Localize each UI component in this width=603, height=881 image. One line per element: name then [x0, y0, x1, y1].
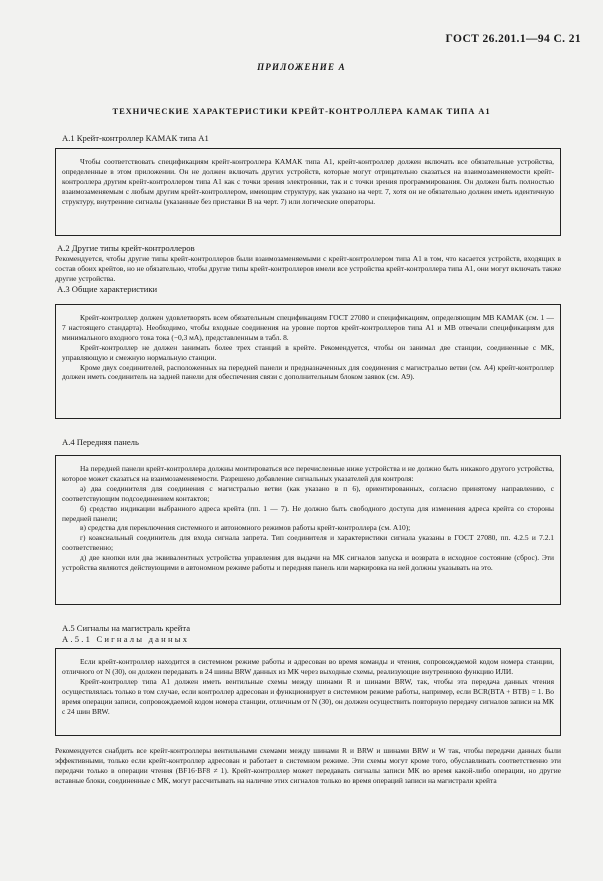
section-a1-box [55, 148, 561, 236]
section-a4-heading: А.4 Передняя панель [62, 437, 139, 447]
section-a5-heading: А.5 Сигналы на магистраль крейта [62, 623, 191, 633]
section-a4-intro: На передней панели крейт-контроллера должны монтироваться все перечисленные ниже устройства и не должно быть никакого другого устройства, которое может сказаться на взаимозаменяемости. Разрешено добавление сигнальных указателей для контроля: [62, 464, 554, 483]
appendix-title: ПРИЛОЖЕНИЕ А [257, 62, 346, 72]
main-title: ТЕХНИЧЕСКИЕ ХАРАКТЕРИСТИКИ КРЕЙТ-КОНТРОЛЛЕРА КАМАК ТИПА А1 [112, 106, 491, 116]
section-a3-paragraph-1: Крейт-контроллер должен удовлетворять всем обязательным спецификациям ГОСТ 27080 и спецификациям, определяющим МВ КАМАК (см. 1 — 7 настоящего стандарта). Необходимо, чтобы входные соединения на уровне портов крейт-контроллеров типа А1 и МВ отвечали спецификациям для минимального входного тока тока (−0,3 мА), представленным в табл. 8. [62, 313, 554, 342]
section-a2-heading: А.2 Другие типы крейт-контроллеров [57, 243, 195, 253]
section-a4-item-v: в) средства для переключения системного и автономного режимов работы крейт-контроллера (см. А10); [80, 523, 411, 533]
section-a5-paragraph-2: Крейт-контроллер типа А1 должен иметь вентильные схемы между шинами R и шинами BRW, так, чтобы эта передача данных чтения осуществлялась только в том случае, если контроллер адресован и функционирует в системном режиме работы, например, если BCR(BTA + BTB) = 1. Во время операции записи, сопровождаемой кодом номера станции, отличным от N (30), он должен осуществить повторную передачу сигналов записи на МК с 24 шин BRW. [62, 676, 555, 716]
section-a1-paragraph: Чтобы соответствовать спецификациям крейт-контроллера КАМАК типа А1, крейт-контроллер должен включать все обязательные устройства, определенные в этом приложении. Он не должен включать других устройств, которые могут отрицательно сказаться на взаимозаменяемости крейт-контроллера другим крейт-контроллером типа А1 как с точки зрения электроники, так и с точки зрения программирования. Он должен быть полностью взаимозаменяемым с любым другим крейт-контроллером, имеющим структуру, как указано на черт. 7, хотя он не обязательно должен иметь идентичную структуру, внутренние сигналы (указанные без приставки В на черт. 7) или логические операторы. [62, 157, 554, 206]
section-a4-item-d: д) две кнопки или два эквивалентных устройства управления для выдачи на МК сигналов запуска и возврата в исходное состояние (сброс). Эти устройства являются действующими в автономном режиме работы и передняя панель или маркировка на ней должны указывать на это. [62, 553, 554, 573]
section-a5-box [55, 648, 561, 736]
section-a3-box [55, 304, 561, 419]
section-a5-paragraph-1: Если крейт-контроллер находится в системном режиме работы и адресован во время команды и чтения, сопровождаемой кодом номера станции, отличного от N (30), он должен передавать в 24 шины BRW данных из МК через выходные схемы, реализующие внутреннюю функцию ИЛИ. [62, 657, 554, 676]
section-a3-paragraph-2: Крейт-контроллер не должен занимать более трех станций в крейте. Рекомендуется, чтобы он занимал две станции, соединенные с МК, управляющую и смежную нормальную станции. [62, 342, 554, 362]
section-a4-box [55, 455, 561, 605]
section-a4-item-b: б) средство индикации выбранного адреса крейта (пп. 1 — 7). Не должно быть свободного доступа для изменения адреса крейта со стороны передней панели; [62, 503, 554, 523]
section-a3-heading: А.3 Общие характеристики [57, 284, 158, 294]
section-a5-1-heading: А.5.1 Сигналы данных [62, 634, 190, 644]
section-a4-item-g: г) коаксиальный соединитель для входа сигнала запрета. Тип соединителя и характеристики сигнала указаны в ГОСТ 27080, пп. 4.2.5 и 7.2.1 соответственно; [62, 533, 554, 553]
section-a3-paragraph-3: Кроме двух соединителей, расположенных на передней панели и предназначенных для соединения с магистралью ветви (см. А4) крейт-контроллер должен иметь соединитель на задней панели для обеспечения связи с дополнительным блоком заявок (см. А9). [62, 362, 554, 382]
page-header: ГОСТ 26.201.1—94 С. 21 [445, 33, 581, 45]
section-a5-paragraph-3: Рекомендуется снабдить все крейт-контроллеры вентильными схемами между шинами R и BRW и шинами BRW и W так, чтобы передачи данных были эффективными, только если крейт-контроллер адресован и работает в системном режиме. Эти схемы могут кроме того, обуславливать соответственно эти передачи только в операции чтения (BF16·BF8 ≠ 1). Крейт-контроллер может передавать сигналы записи МК во время какой-либо операции, но другие вставные блоки, соединенные с МК, могут рассчитывать на наличие этих сигналов только во время операций записи на магистрали крейта [55, 746, 561, 785]
section-a4-item-a: а) два соединителя для соединения с магистралью ветви (как указано в п 6), ориентированных, согласно принятому направлению, с соответствующим подсоединением контактов; [62, 483, 554, 503]
section-a1-heading: А.1 Крейт-контроллер КАМАК типа А1 [62, 133, 209, 143]
section-a2-paragraph: Рекомендуется, чтобы другие типы крейт-контроллеров были взаимозаменяемыми с крейт-контроллером типа А1 в том, что касается устройств, входящих в состав обоих крейтов, но не обязательно, чтобы другие типы крейт-контроллеров имели все устройства крейт-контроллера типа А1, они могут включать также другие устройства. [55, 254, 561, 283]
